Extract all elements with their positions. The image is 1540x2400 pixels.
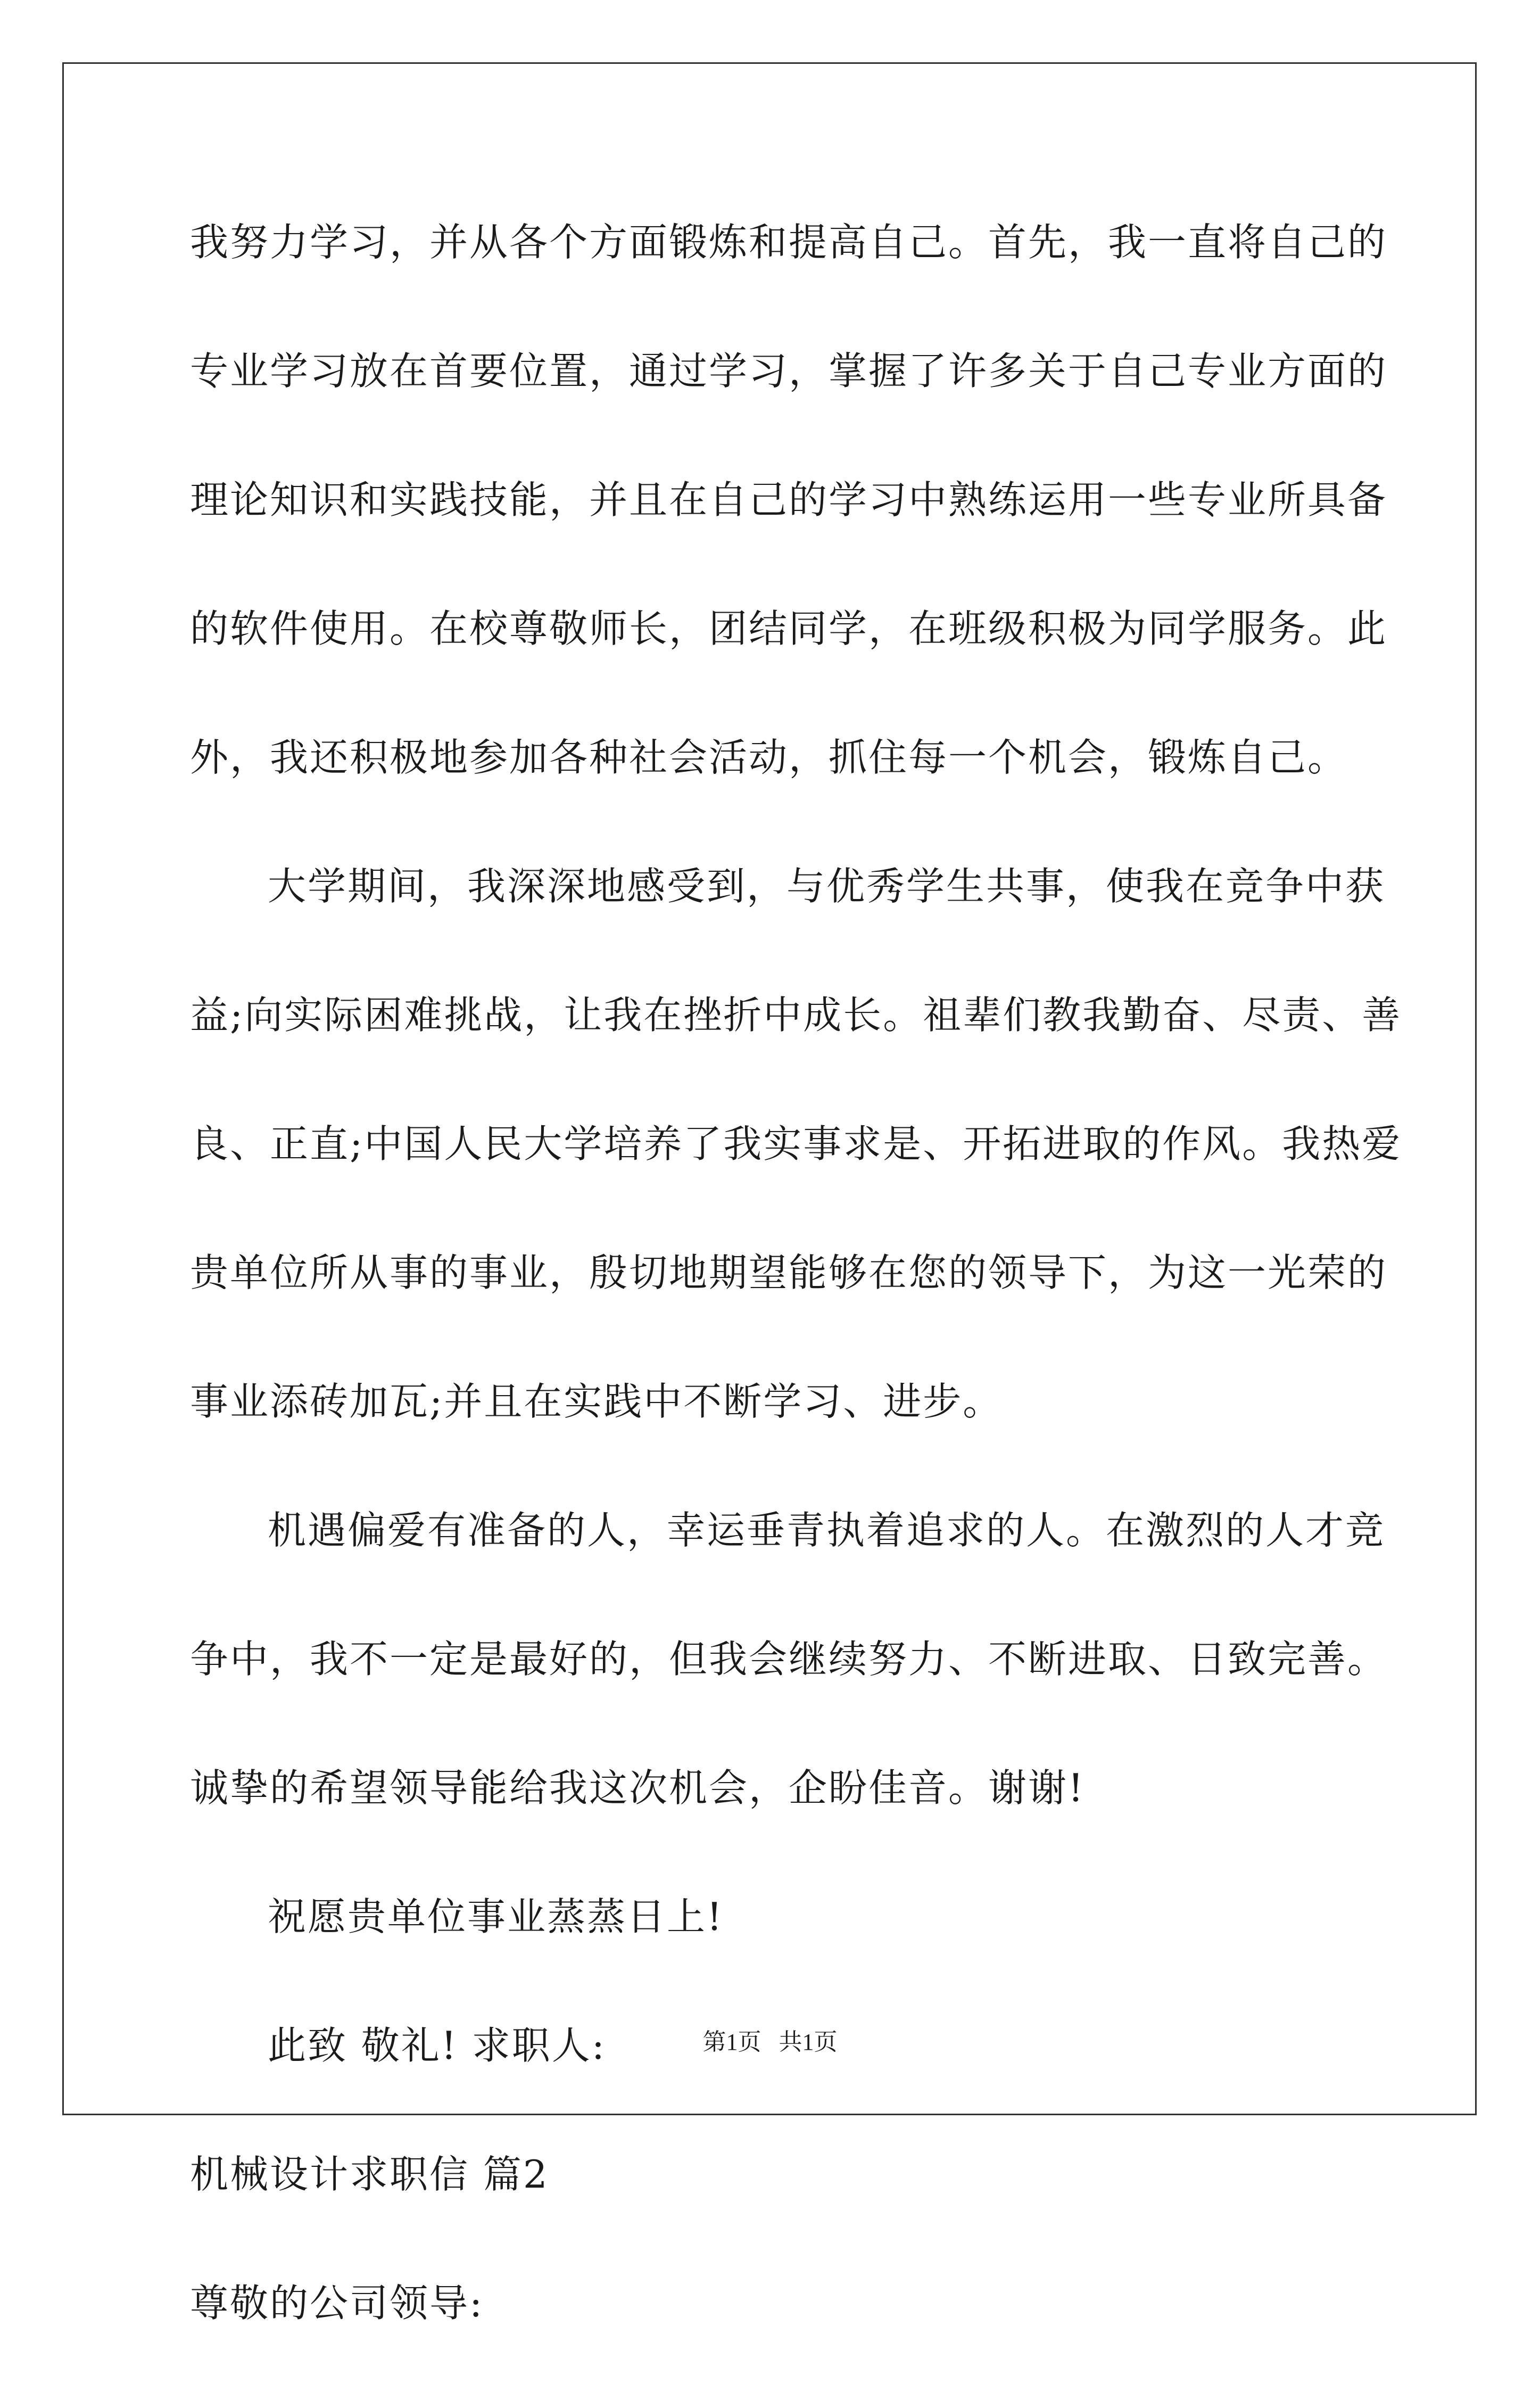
text-line-3: 理论知识和实践技能，并且在自己的学习中熟练运用一些专业所具备: [190, 477, 1388, 522]
text-line-5: 外，我还积极地参加各种社会活动，抓住每一个机会，锻炼自己。: [190, 735, 1348, 780]
text-line-1: 我努力学习，并从各个方面锻炼和提高自己。首先，我一直将自己的: [190, 220, 1388, 265]
text-line-13: 诚挚的希望领导能给我这次机会，企盼佳音。谢谢!: [190, 1766, 1085, 1810]
text-line-7: 益;向实际困难挑战，让我在挫折中成长。祖辈们教我勤奋、尽责、善: [190, 993, 1402, 1037]
page-number-footer: 第1页 共1页: [702, 2029, 838, 2055]
text-line-14: 祝愿贵单位事业蒸蒸日上!: [268, 1894, 724, 1939]
salutation: 尊敬的公司领导:: [190, 2281, 484, 2325]
text-line-10: 事业添砖加瓦;并且在实践中不断学习、进步。: [190, 1379, 1003, 1424]
text-line-12: 争中，我不一定是最好的，但我会继续努力、不断进取、日致完善。: [190, 1637, 1388, 1681]
text-line-8: 良、正直;中国人民大学培养了我实事求是、开拓进取的作风。我热爱: [190, 1121, 1402, 1166]
text-line-6: 大学期间，我深深地感受到，与优秀学生共事，使我在竞争中获: [268, 864, 1386, 909]
text-line-11: 机遇偏爱有准备的人，幸运垂青执着追求的人。在激烈的人才竞: [268, 1508, 1386, 1553]
text-line-15: 此致 敬礼! 求职人:: [268, 2023, 606, 2068]
text-line-9: 贵单位所从事的事业，殷切地期望能够在您的领导下，为这一光荣的: [190, 1250, 1388, 1295]
text-line-2: 专业学习放在首要位置，通过学习，掌握了许多关于自己专业方面的: [190, 349, 1388, 393]
document-body: [190, 210, 1402, 2400]
section-heading: 机械设计求职信 篇2: [190, 2152, 549, 2197]
text-line-4: 的软件使用。在校尊敬师长，团结同学，在班级积极为同学服务。此: [190, 606, 1388, 651]
